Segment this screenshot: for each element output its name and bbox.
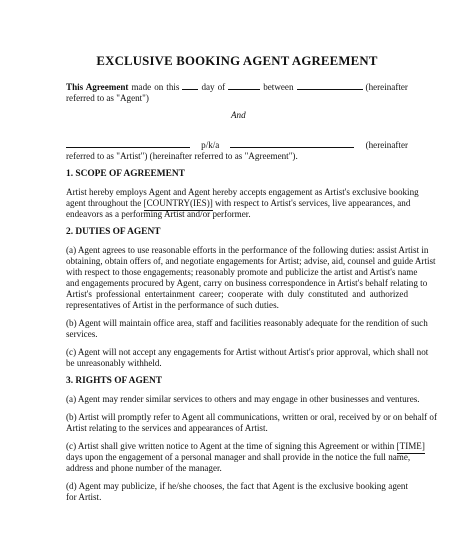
duty-b-line-2: services. bbox=[66, 329, 98, 339]
section-1-line-1: Artist hereby employs Agent and Agent hereby accepts engagement as Artist's exclusive booking bbox=[66, 187, 419, 197]
pka-text: p/k/a bbox=[201, 140, 220, 150]
agreement-label: This Agreement bbox=[66, 82, 129, 92]
right-c-line-3: address and phone number of the manager. bbox=[66, 463, 222, 473]
with-respect-text: with respect to Artist's services, live appearances, and bbox=[215, 198, 411, 208]
duty-a-line-2: obtaining, obtain offers of, and negotiate engagements for Artist; advise, aid, counsel and guide Artist bbox=[66, 256, 436, 266]
right-b-line-1: (b) Artist will promptly refer to Agent all communications, written or oral, received by or on behalf of bbox=[66, 412, 437, 422]
right-d-line-2: for Artist. bbox=[66, 492, 102, 502]
intro-line-artist bbox=[66, 139, 408, 152]
right-a-line: (a) Agent may render similar services to others and may engage in other businesses and ventures. bbox=[66, 394, 420, 404]
section-3-heading: 3. RIGHTS OF AGENT bbox=[66, 376, 163, 386]
right-c-line-2: days upon the engagement of a personal manager and shall provide in the notice the full name, bbox=[66, 452, 411, 462]
duty-b-line-1: (b) Agent will maintain office area, staff and facilities reasonably adequate for the rendition of such bbox=[66, 318, 428, 328]
intro-line-1 bbox=[66, 81, 408, 94]
document-title: EXCLUSIVE BOOKING AGENT AGREEMENT bbox=[96, 54, 378, 68]
duty-a-line-6: representatives of Artist in the performance of such duties. bbox=[66, 300, 279, 310]
section-1-heading: 1. SCOPE OF AGREEMENT bbox=[66, 169, 185, 179]
agent-name-blank[interactable] bbox=[297, 81, 363, 90]
between-text: between bbox=[263, 82, 294, 92]
referred-agent-text: referred to as "Agent") bbox=[66, 93, 149, 103]
month-blank[interactable] bbox=[228, 81, 260, 90]
duty-a-line-3: with respect to those engagements; reasonably promote and publicize the artist and Artist's name bbox=[66, 267, 418, 277]
section-2-heading: 2. DUTIES OF AGENT bbox=[66, 227, 161, 237]
artist-stage-name-blank[interactable] bbox=[230, 139, 354, 148]
section-1-line-3: endeavors as a performing Artist and/or performer. bbox=[66, 209, 251, 219]
hereinafter-text-1: (hereinafter bbox=[365, 82, 408, 92]
made-on-this-text: made on this bbox=[131, 82, 180, 92]
duty-c-line-2: be unreasonably withheld. bbox=[66, 358, 162, 368]
right-c-text: (c) Artist shall give written notice to Agent at the time of signing this Agreement or within bbox=[66, 441, 395, 451]
right-b-line-2: Artist relating to the services and appearances of Artist. bbox=[66, 423, 268, 433]
day-blank[interactable] bbox=[182, 81, 198, 90]
referred-artist-text: referred to as "Artist") (hereinafter referred to as "Agreement"). bbox=[66, 151, 298, 161]
time-placeholder[interactable]: [TIME] bbox=[397, 441, 425, 454]
hereinafter-text-2: (hereinafter bbox=[365, 140, 409, 150]
duty-a-line-1: (a) Agent agrees to use reasonable efforts in the performance of the following duties: assist Artist in bbox=[66, 245, 429, 255]
day-of-text: day of bbox=[201, 82, 226, 92]
duty-c-line-1: (c) Agent will not accept any engagements for Artist without Artist's prior approval, which shall not bbox=[66, 347, 429, 357]
country-placeholder[interactable]: [COUNTRY(IES)] bbox=[144, 198, 213, 211]
artist-name-blank[interactable] bbox=[66, 139, 190, 148]
agent-throughout-text: agent throughout the bbox=[66, 198, 142, 208]
right-d-line-1: (d) Agent may publicize, if he/she chooses, the fact that Agent is the exclusive booking agent bbox=[66, 481, 408, 491]
and-text: And bbox=[231, 110, 246, 120]
duty-a-line-5: Artist's professional entertainment career; cooperate with duly constituted and authorized bbox=[66, 289, 408, 299]
duty-a-line-4: and engagements procured by Agent, carry on business correspondence in Artist's behalf relating to bbox=[66, 278, 428, 288]
